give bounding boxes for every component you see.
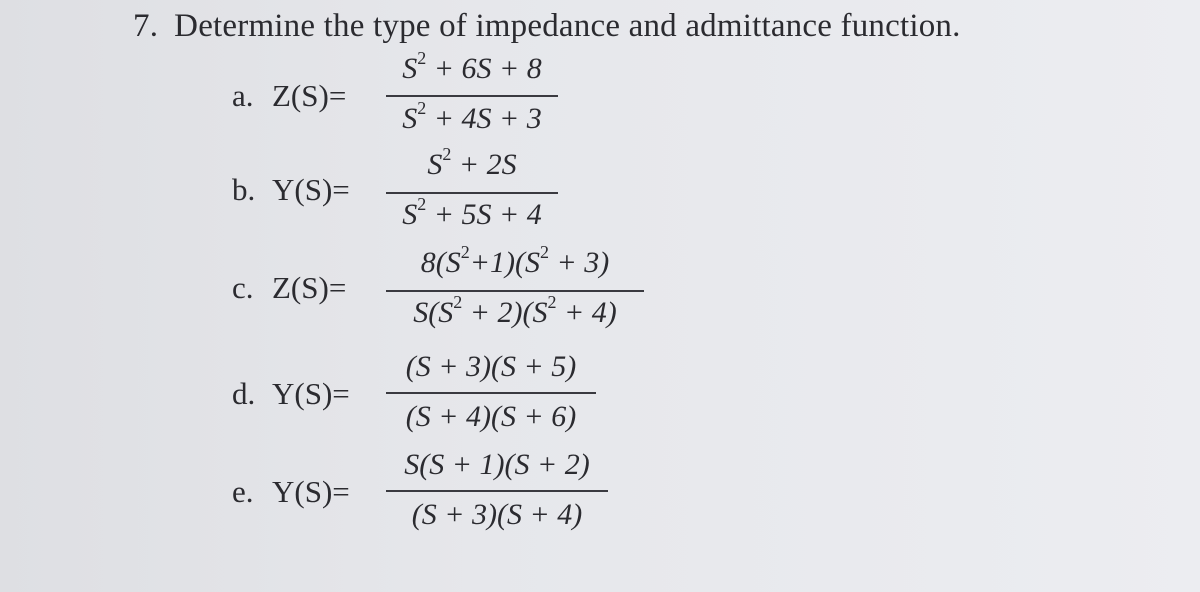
numerator: (S + 3)(S + 5) <box>405 350 577 383</box>
item-d-fraction <box>386 350 596 442</box>
denominator: $S^2 + 5S + 4$ <box>402 194 542 231</box>
question-number: 7. <box>133 8 159 44</box>
denominator: $S(S^2 + 2)(S^2 + 4)$ <box>413 292 617 329</box>
item-letter: d. <box>232 376 256 411</box>
numerator: $8(S^2+1)(S^2 + 3)$ <box>420 242 610 279</box>
fraction-bar <box>386 192 558 194</box>
item-e-label <box>232 474 350 510</box>
fraction-bar <box>386 290 644 292</box>
numerator: $S^2 + 6S + 8$ <box>402 48 542 85</box>
item-letter: e. <box>232 474 254 509</box>
function-label: Y(S)= <box>272 474 350 509</box>
item-e-fraction <box>386 448 608 540</box>
function-label: Y(S)= <box>272 376 350 411</box>
fraction-bar <box>386 392 596 394</box>
item-c-fraction <box>386 242 644 338</box>
item-d-label <box>232 376 350 412</box>
denominator: (S + 3)(S + 4) <box>411 498 583 531</box>
function-label: Y(S)= <box>272 172 350 207</box>
item-letter: a. <box>232 78 254 113</box>
item-letter: b. <box>232 172 256 207</box>
item-c-label <box>232 270 346 306</box>
function-label: Z(S)= <box>272 270 347 305</box>
item-letter: c. <box>232 270 254 305</box>
numerator: $S^2 + 2S$ <box>427 144 517 181</box>
item-a-label <box>232 78 346 114</box>
numerator: S(S + 1)(S + 2) <box>404 448 590 481</box>
question-text: Determine the type of impedance and admittance function. <box>174 8 961 44</box>
function-label: Z(S)= <box>272 78 347 113</box>
item-b-fraction <box>386 144 558 238</box>
question-title <box>133 8 961 45</box>
item-b-label <box>232 172 350 208</box>
denominator: $S^2 + 4S + 3$ <box>402 98 542 135</box>
item-a-fraction <box>386 50 558 140</box>
fraction-bar <box>386 490 608 492</box>
denominator: (S + 4)(S + 6) <box>405 400 577 433</box>
fraction-bar <box>386 95 558 97</box>
